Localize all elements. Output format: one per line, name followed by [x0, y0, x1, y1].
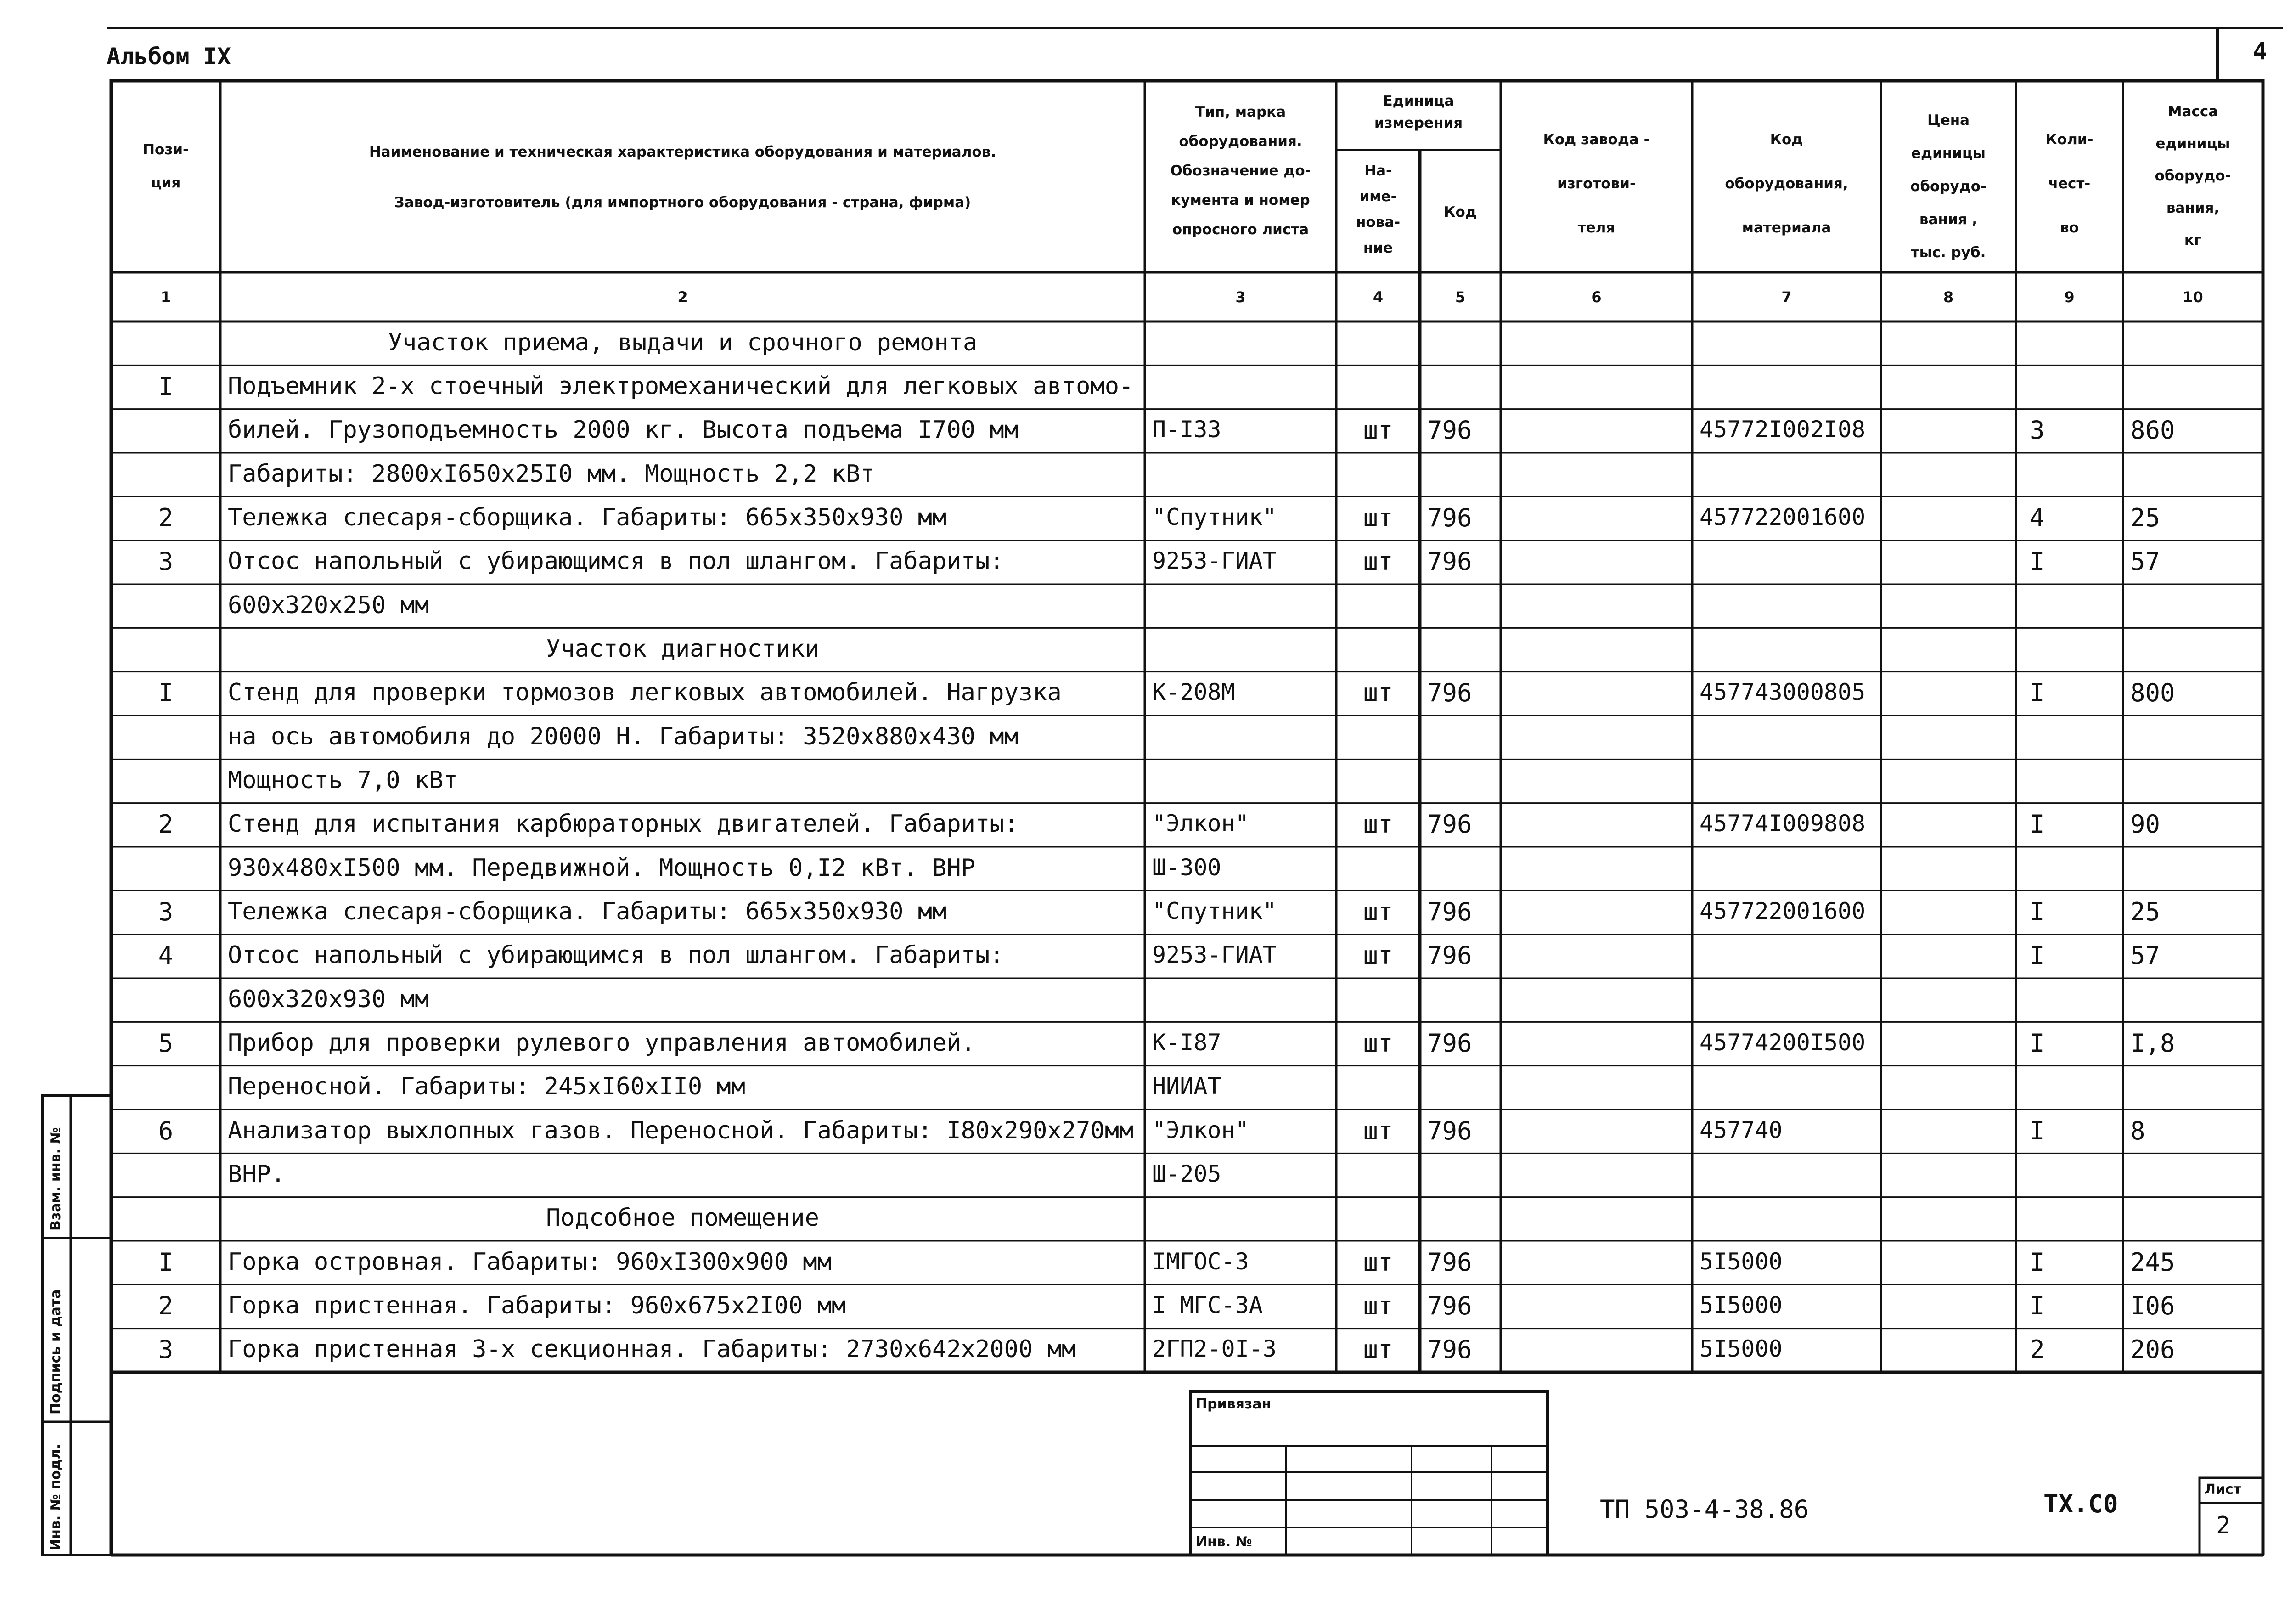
- header-mass: Масса единицы оборудо- вания, кг: [2155, 103, 2231, 248]
- cell-name: Горка пристенная. Габариты: 960х675х2I00 мм: [228, 1292, 846, 1319]
- stamp-inv-label: Инв. №: [1196, 1534, 1252, 1550]
- cell-qty: I: [2030, 678, 2045, 708]
- cell-name: Прибор для проверки рулевого управления автомобилей.: [228, 1029, 975, 1057]
- sheet-number: 2: [2216, 1512, 2231, 1539]
- cell-unit: шт: [1363, 416, 1393, 445]
- header-qty: Коли- чест- во: [2045, 131, 2093, 236]
- cell-name: Отсос напольный с убирающимся в пол шлангом. Габариты:: [228, 941, 1004, 969]
- document-code: ТП 503-4-38.86: [1600, 1495, 1809, 1524]
- side-label-podpis: Подпись и дата: [48, 1289, 64, 1414]
- cell-name: Участок приема, выдачи и срочного ремонта: [388, 328, 978, 356]
- cell-code: 796: [1427, 1029, 1472, 1058]
- cell-unit: шт: [1363, 1116, 1393, 1145]
- cell-type: Ш-300: [1152, 854, 1221, 881]
- document-mark: ТХ.С0: [2043, 1489, 2118, 1518]
- cell-pos: 2: [158, 503, 174, 532]
- cell-mass: 25: [2130, 503, 2161, 532]
- column-number: 7: [1781, 288, 1792, 306]
- cell-code: 796: [1427, 678, 1472, 708]
- cell-unit: шт: [1363, 1291, 1393, 1320]
- cell-code: 796: [1427, 416, 1472, 445]
- cell-equip: 457722001600: [1699, 898, 1866, 924]
- album-label: Альбом IX: [107, 43, 231, 70]
- cell-mass: 25: [2130, 897, 2161, 926]
- cell-name: Мощность 7,0 кВт: [228, 766, 458, 794]
- cell-mass: 206: [2130, 1335, 2175, 1364]
- cell-mass: 245: [2130, 1247, 2175, 1277]
- cell-code: 796: [1427, 1335, 1472, 1364]
- cell-type: "Элкон": [1152, 810, 1249, 837]
- page-number: 4: [2253, 38, 2268, 65]
- cell-pos: 5: [158, 1029, 174, 1058]
- header-plant-code: Код завода - изготови- теля: [1543, 131, 1650, 236]
- cell-mass: 800: [2130, 678, 2175, 708]
- cell-type: 2ГП2-0I-3: [1152, 1335, 1277, 1363]
- cell-name: 930х480хI500 мм. Передвижной. Мощность 0,I2 кВт. ВНР: [228, 854, 975, 882]
- cell-mass: 57: [2130, 547, 2161, 576]
- cell-mass: 57: [2130, 941, 2161, 970]
- column-number: 2: [677, 288, 688, 306]
- cell-name: 600х320х250 мм: [228, 591, 429, 619]
- column-number: 1: [160, 288, 171, 306]
- cell-mass: 8: [2130, 1116, 2145, 1145]
- cell-qty: 4: [2030, 503, 2045, 532]
- header-unit-name: На- име- нова- ние: [1356, 163, 1401, 256]
- cell-type: НИИАТ: [1152, 1073, 1221, 1100]
- cell-qty: I: [2030, 1029, 2045, 1058]
- header-equip-code: Код оборудования, материала: [1725, 131, 1848, 236]
- cell-equip: 457743000805: [1699, 679, 1866, 706]
- cell-code: 796: [1427, 1247, 1472, 1277]
- header-type: Тип, марка оборудования. Обозначение до- кумента и номер опросного листа: [1170, 104, 1311, 238]
- cell-mass: 90: [2130, 810, 2161, 839]
- cell-name: билей. Грузоподъемность 2000 кг. Высота подъема I700 мм: [228, 416, 1019, 444]
- header-position: Пози- ция: [143, 141, 189, 191]
- cell-type: 9253-ГИАТ: [1152, 547, 1277, 575]
- cell-name: Тележка слесаря-сборщика. Габариты: 665х350х930 мм: [228, 504, 947, 531]
- cell-equip: 5I5000: [1699, 1292, 1783, 1318]
- cell-name: Анализатор выхлопных газов. Переносной. Габариты: I80х290х270мм: [228, 1116, 1134, 1144]
- cell-type: К-I87: [1152, 1029, 1221, 1056]
- header-name: Наименование и техническая характеристика оборудования и материалов. Завод-изготовитель (для импортного оборудования - страна, фирма): [369, 144, 996, 211]
- cell-pos: I: [158, 678, 174, 708]
- cell-name: Тележка слесаря-сборщика. Габариты: 665х350х930 мм: [228, 898, 947, 925]
- cell-unit: шт: [1363, 1335, 1393, 1364]
- cell-qty: I: [2030, 547, 2045, 576]
- cell-qty: I: [2030, 897, 2045, 926]
- cell-equip: 45774200I500: [1699, 1029, 1866, 1056]
- cell-unit: шт: [1363, 897, 1393, 926]
- cell-name: Горка пристенная 3-х секционная. Габариты: 2730х642х2000 мм: [228, 1335, 1076, 1363]
- cell-unit: шт: [1363, 678, 1393, 708]
- cell-qty: 2: [2030, 1335, 2045, 1364]
- cell-code: 796: [1427, 941, 1472, 970]
- cell-equip: 457722001600: [1699, 504, 1866, 530]
- column-number: 5: [1455, 288, 1466, 306]
- cell-name: Стенд для проверки тормозов легковых автомобилей. Нагрузка: [228, 679, 1062, 707]
- cell-qty: I: [2030, 941, 2045, 970]
- cell-pos: 3: [158, 897, 174, 926]
- cell-type: "Спутник": [1152, 504, 1277, 530]
- cell-equip: 5I5000: [1699, 1335, 1783, 1363]
- cell-equip: 45774I009808: [1699, 810, 1866, 837]
- column-number: 4: [1373, 288, 1384, 306]
- cell-qty: I: [2030, 1291, 2045, 1320]
- cell-name: Стенд для испытания карбюраторных двигателей. Габариты:: [228, 810, 1019, 838]
- cell-unit: шт: [1363, 1029, 1393, 1058]
- cell-name: Подсобное помещение: [546, 1204, 819, 1232]
- cell-type: К-208М: [1152, 679, 1235, 706]
- header-unit: Единица измерения: [1374, 93, 1463, 131]
- cell-type: 9253-ГИАТ: [1152, 941, 1277, 969]
- sheet-label: Лист: [2204, 1482, 2242, 1498]
- cell-name: Участок диагностики: [546, 635, 819, 663]
- cell-name: Подъемник 2-х стоечный электромеханический для легковых автомо-: [228, 372, 1134, 400]
- cell-unit: шт: [1363, 503, 1393, 532]
- cell-qty: I: [2030, 1247, 2045, 1277]
- cell-mass: I06: [2130, 1291, 2175, 1320]
- side-label-inv-podl: Инв. № подл.: [48, 1443, 64, 1550]
- cell-name: ВНР.: [228, 1161, 286, 1188]
- cell-pos: 2: [158, 1291, 174, 1320]
- cell-pos: I: [158, 1247, 174, 1277]
- cell-code: 796: [1427, 1291, 1472, 1320]
- cell-equip: 5I5000: [1699, 1248, 1783, 1275]
- cell-type: "Элкон": [1152, 1116, 1249, 1144]
- cell-name: 600х320х930 мм: [228, 985, 429, 1013]
- cell-unit: шт: [1363, 810, 1393, 839]
- cell-name: Габариты: 2800хI650х25I0 мм. Мощность 2,2 кВт: [228, 460, 875, 488]
- column-number: 9: [2064, 288, 2075, 306]
- cell-name: на ось автомобиля до 20000 Н. Габариты: 3520х880х430 мм: [228, 722, 1019, 750]
- cell-pos: 3: [158, 1335, 174, 1364]
- cell-pos: 6: [158, 1116, 174, 1145]
- cell-code: 796: [1427, 897, 1472, 926]
- cell-code: 796: [1427, 503, 1472, 532]
- stamp-bound-label: Привязан: [1196, 1396, 1272, 1412]
- cell-unit: шт: [1363, 547, 1393, 576]
- cell-type: I МГС-3А: [1152, 1292, 1263, 1318]
- cell-pos: 2: [158, 810, 174, 839]
- cell-code: 796: [1427, 547, 1472, 576]
- cell-qty: I: [2030, 810, 2045, 839]
- cell-name: Отсос напольный с убирающимся в пол шлангом. Габариты:: [228, 547, 1004, 575]
- header-price: Цена единицы оборудо- вания , тыс. руб.: [1910, 112, 1986, 261]
- cell-mass: I,8: [2130, 1029, 2175, 1058]
- cell-equip: 45772I002I08: [1699, 416, 1866, 443]
- cell-unit: шт: [1363, 941, 1393, 970]
- cell-code: 796: [1427, 810, 1472, 839]
- cell-type: "Спутник": [1152, 898, 1277, 924]
- column-number: 10: [2183, 288, 2203, 306]
- cell-unit: шт: [1363, 1247, 1393, 1277]
- cell-type: П-I33: [1152, 416, 1221, 443]
- cell-pos: 4: [158, 941, 174, 970]
- header-unit-code: Код: [1444, 204, 1477, 220]
- column-number: 6: [1591, 288, 1602, 306]
- cell-mass: 860: [2130, 416, 2175, 445]
- cell-pos: I: [158, 372, 174, 401]
- cell-type: Ш-205: [1152, 1161, 1221, 1187]
- side-label-vzam: Взам. инв. №: [48, 1127, 64, 1231]
- cell-equip: 457740: [1699, 1116, 1783, 1144]
- cell-pos: 3: [158, 547, 174, 576]
- cell-name: Переносной. Габариты: 245хI60хII0 мм: [228, 1073, 746, 1101]
- column-number: 3: [1235, 288, 1246, 306]
- cell-code: 796: [1427, 1116, 1472, 1145]
- column-number: 8: [1943, 288, 1954, 306]
- cell-name: Горка островная. Габариты: 960хI300х900 мм: [228, 1248, 832, 1276]
- cell-qty: 3: [2030, 416, 2045, 445]
- cell-qty: I: [2030, 1116, 2045, 1145]
- cell-type: IМГОС-3: [1152, 1248, 1249, 1275]
